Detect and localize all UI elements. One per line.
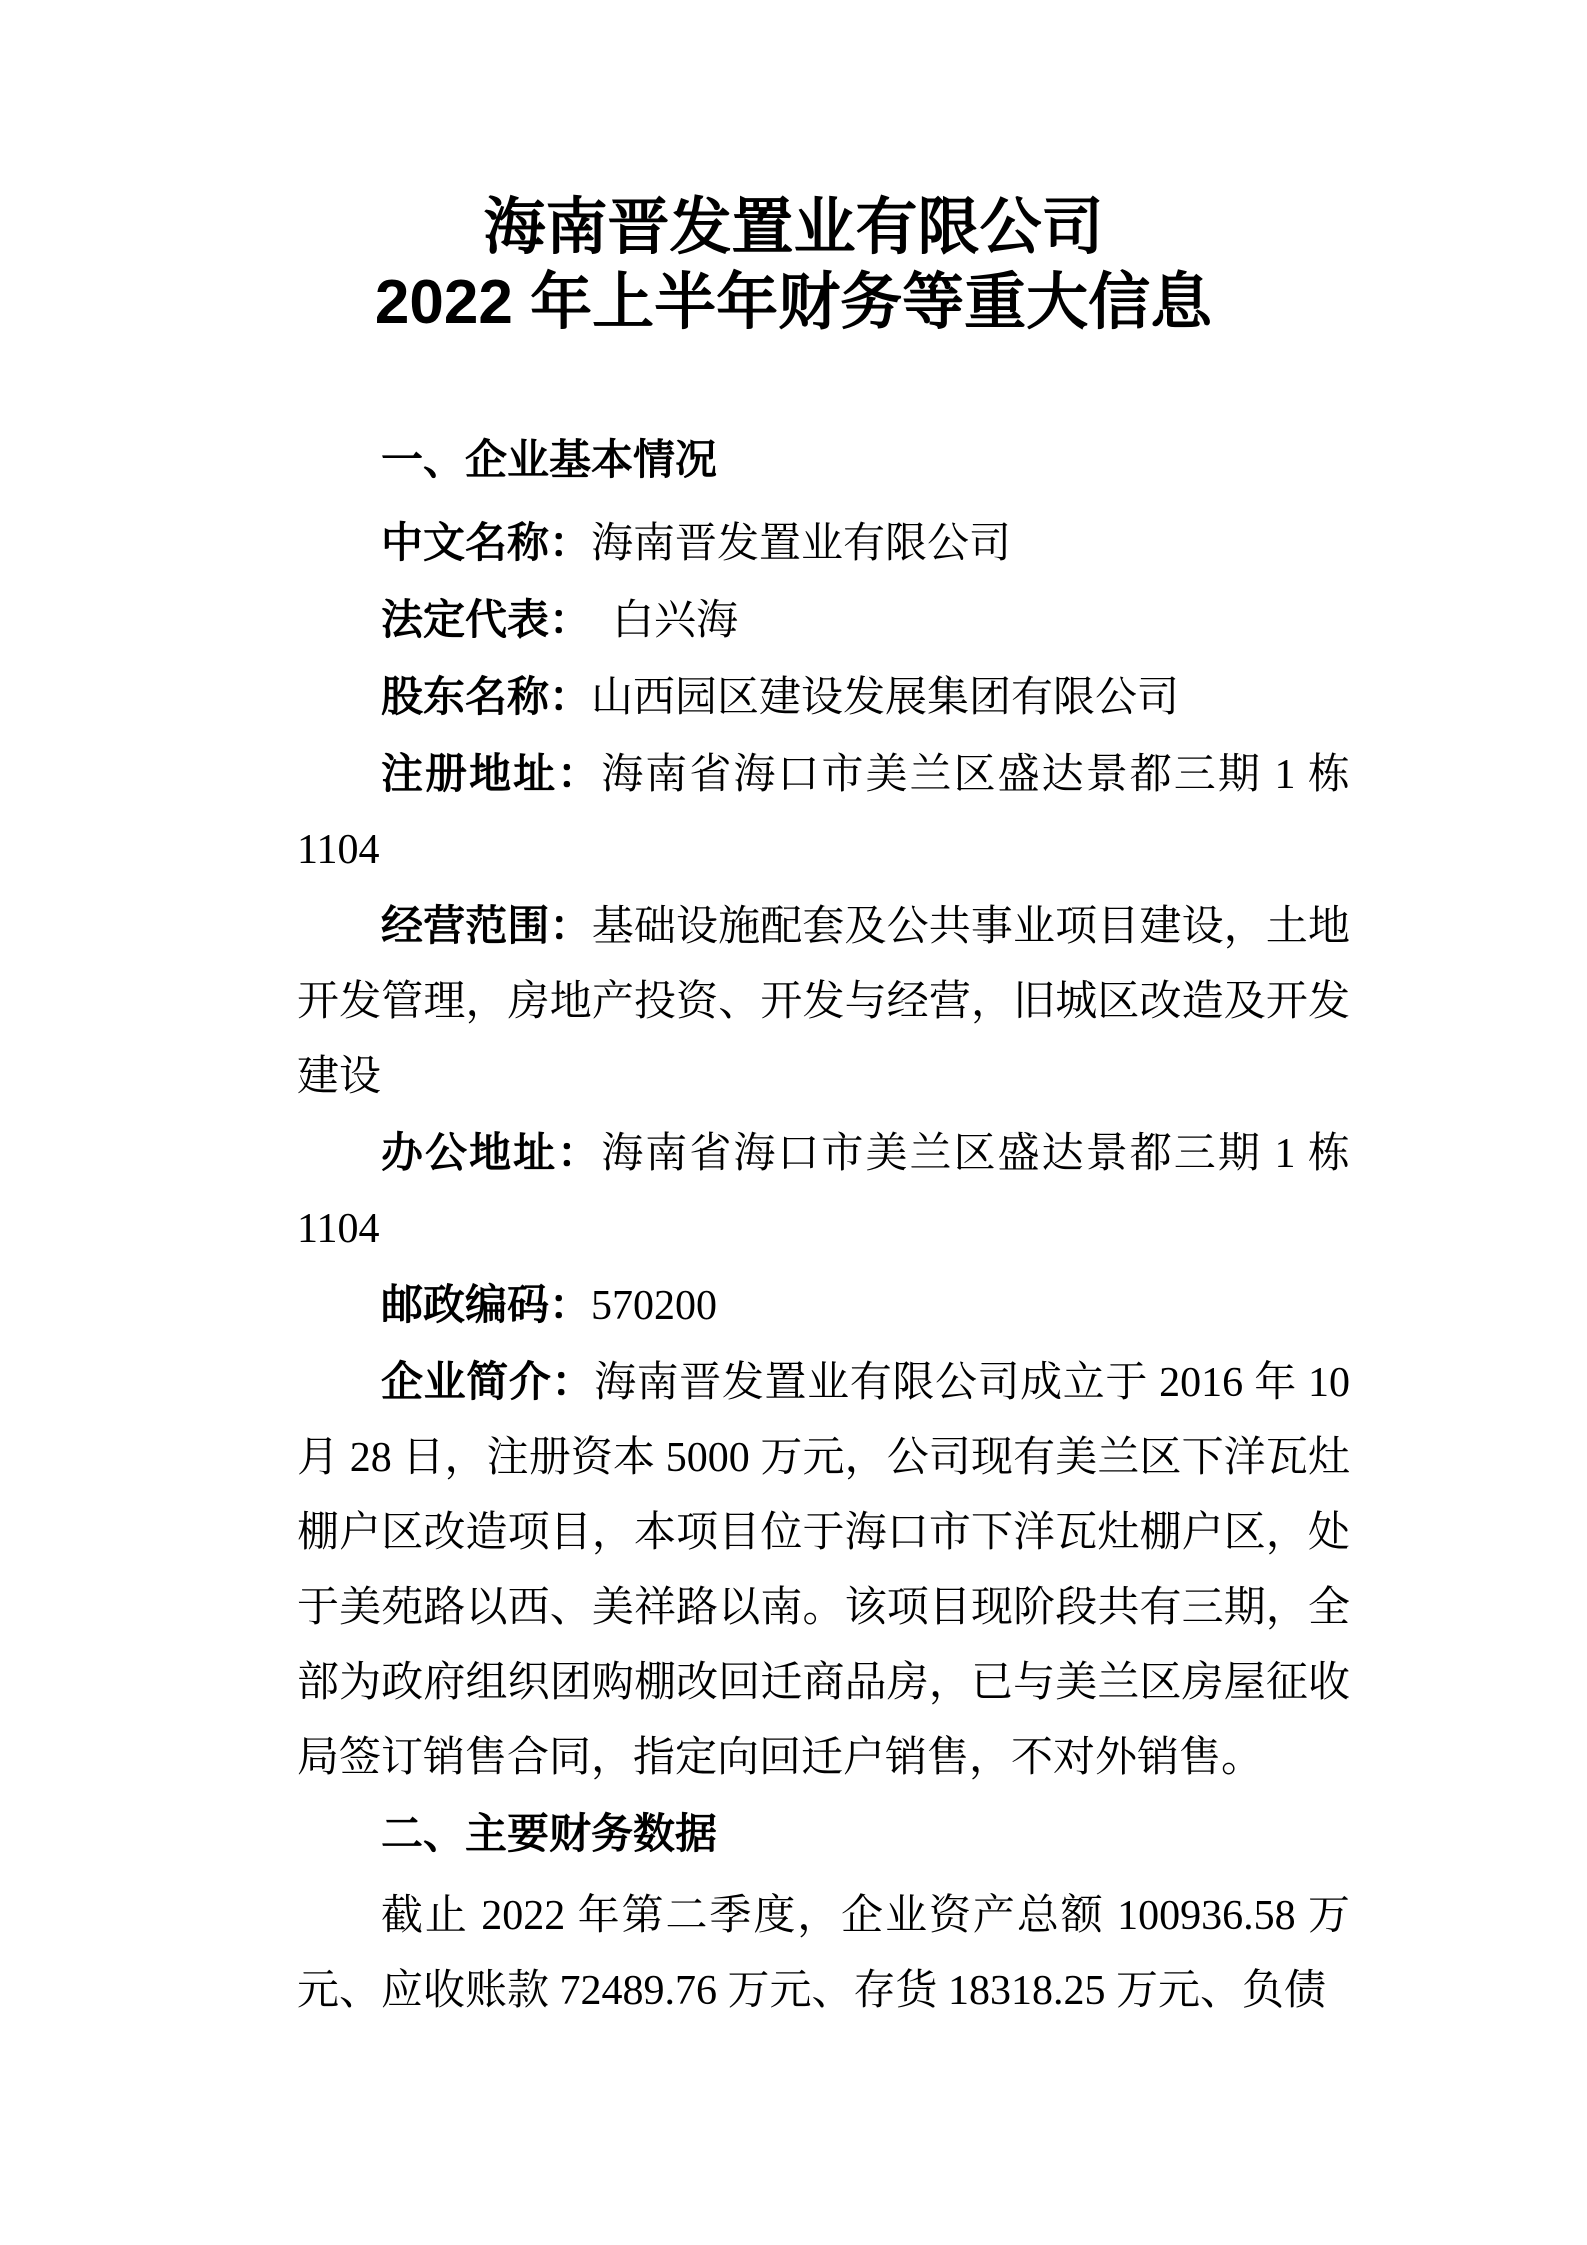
field-company-profile-value: 海南晋发置业有限公司成立于 2016 年 10 月 28 日，注册资本 5000 万元，公司现有美兰区下洋瓦灶棚户区改造项目，本项目位于海口市下洋瓦灶棚户区，处于美苑路以西、美祥路以南。该项目现阶段共有三期，全部为政府组织团购棚改回迁商品房，已与美兰区房屋征收局签订销售合同，指定向回迁户销售，不对外销售。 <box>297 1360 1350 1781</box>
field-registered-address-value: 海南省海口市美兰区盛达景都三期 1 栋 1104 <box>297 752 1350 873</box>
field-shareholder-name-value: 山西园区建设发展集团有限公司 <box>591 675 1180 721</box>
field-registered-address <box>297 736 1350 888</box>
document-title <box>297 190 1290 340</box>
field-office-address-label: 办公地址： <box>381 1129 602 1176</box>
field-office-address <box>297 1115 1350 1267</box>
field-chinese-name-value: 海南晋发置业有限公司 <box>591 521 1012 567</box>
document-title-line-2: 2022 年上半年财务等重大信息 <box>374 268 1213 337</box>
field-chinese-name-label: 中文名称： <box>381 519 592 566</box>
field-business-scope-label: 经营范围： <box>381 902 592 949</box>
field-office-address-value: 海南省海口市美兰区盛达景都三期 1 栋 1104 <box>297 1131 1350 1252</box>
field-legal-representative-label: 法定代表： <box>381 596 571 643</box>
field-business-scope <box>297 888 1350 1115</box>
financial-data-paragraph: 截止 2022 年第二季度，企业资产总额 100936.58 万元、应收账款 72489.76 万元、存货 18318.25 万元、负债 <box>297 1893 1350 2014</box>
field-company-profile <box>297 1344 1350 1796</box>
field-legal-representative-value: 白兴海 <box>570 598 739 644</box>
section-2-heading: 二、主要财务数据 <box>381 1810 718 1857</box>
field-registered-address-label: 注册地址： <box>381 750 602 797</box>
field-chinese-name <box>297 505 1350 582</box>
field-postal-code-label: 邮政编码： <box>381 1281 592 1328</box>
field-postal-code-value: 570200 <box>591 1283 718 1329</box>
section-1-heading: 一、企业基本情况 <box>381 436 718 483</box>
field-postal-code <box>297 1267 1350 1344</box>
field-shareholder-name-label: 股东名称： <box>381 673 592 720</box>
field-company-profile-label: 企业简介： <box>381 1358 595 1405</box>
document-title-line-1: 海南晋发置业有限公司 <box>483 193 1104 262</box>
field-business-scope-value: 基础设施配套及公共事业项目建设，土地开发管理，房地产投资、开发与经营，旧城区改造及开发建设 <box>297 904 1350 1100</box>
field-legal-representative <box>297 582 1350 659</box>
field-shareholder-name <box>297 659 1350 736</box>
